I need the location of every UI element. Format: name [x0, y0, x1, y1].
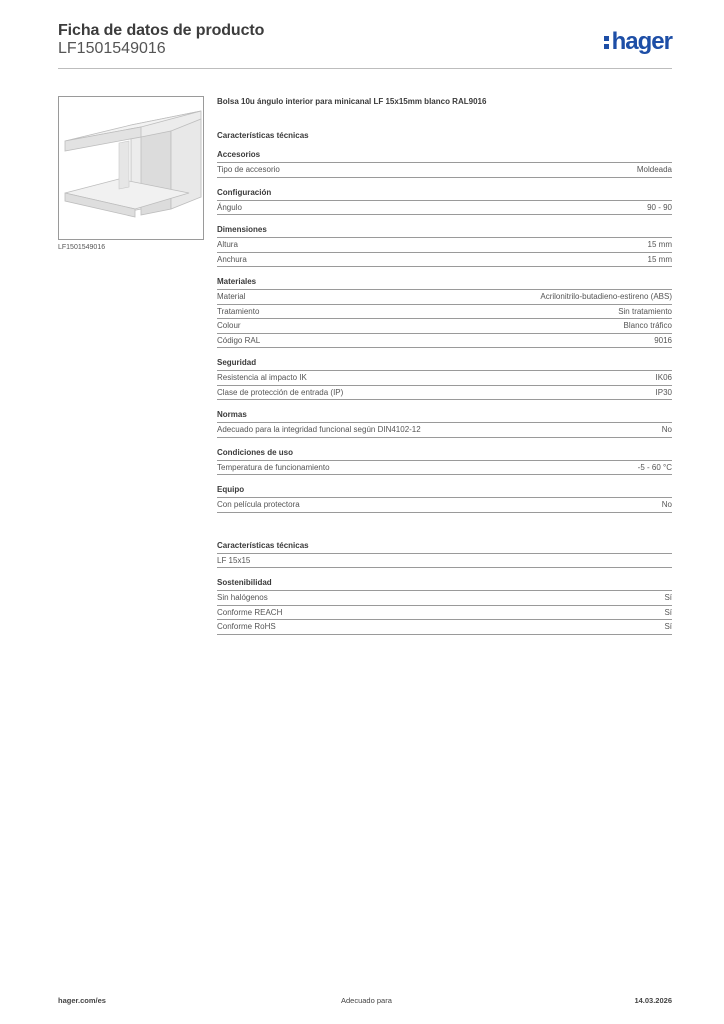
group-title: Seguridad	[217, 348, 672, 371]
spec-label: Material	[217, 292, 246, 301]
spec-row	[217, 334, 672, 349]
spec-row	[217, 201, 672, 216]
page-header	[58, 20, 672, 68]
spec-content	[217, 96, 672, 635]
group-title: Materiales	[217, 267, 672, 290]
corner-fitting-illustration	[59, 97, 203, 239]
spec-label: Ángulo	[217, 202, 242, 212]
header-divider	[58, 68, 672, 69]
hager-logo	[604, 28, 672, 56]
spec-value: Acrilonitrilo-butadieno-estireno (ABS)	[540, 292, 672, 301]
footer-date: 14.03.2026	[634, 996, 672, 1005]
product-code: LF1501549016	[58, 40, 166, 57]
spec-label: Altura	[217, 240, 238, 249]
spec-label: Código RAL	[217, 335, 261, 345]
spec-label: Sin halógenos	[217, 593, 268, 602]
spec-value: Sí	[664, 622, 672, 631]
spec-value: No	[661, 500, 672, 509]
group-title: Dimensiones	[217, 215, 672, 238]
product-image	[58, 96, 204, 240]
spec-groups	[217, 140, 672, 513]
product-description: Bolsa 10u ángulo interior para minicanal LF 15x15mm blanco RAL9016	[217, 97, 487, 106]
spec-row	[217, 163, 672, 178]
spec-row	[217, 253, 672, 268]
spec-row	[217, 371, 672, 386]
spec-value: -5 - 60 °C	[637, 462, 672, 472]
spec-value: Sí	[664, 593, 672, 602]
logo-colon-icon	[604, 34, 610, 50]
spec-value: Blanco tráfico	[623, 321, 672, 330]
group-title: Características técnicas	[217, 531, 672, 554]
page-title: Ficha de datos de producto	[58, 22, 265, 39]
footer-website: hager.com/es	[58, 996, 106, 1005]
spec-row	[217, 591, 672, 606]
spec-label: Anchura	[217, 254, 247, 264]
section-gap	[217, 513, 672, 531]
image-caption: LF1501549016	[58, 244, 106, 251]
spec-row	[217, 386, 672, 401]
spec-row	[217, 423, 672, 438]
spec-value: Sí	[664, 607, 672, 617]
spec-label: Temperatura de funcionamiento	[217, 462, 330, 472]
spec-label: Resistencia al impacto IK	[217, 373, 307, 382]
spec-row	[217, 606, 672, 621]
spec-row	[217, 461, 672, 476]
section-title-technical: Características técnicas	[217, 131, 309, 140]
spec-value: Sin tratamiento	[618, 306, 672, 316]
spec-row	[217, 319, 672, 334]
spec-label: Tratamiento	[217, 306, 260, 316]
spec-value: IK06	[655, 373, 672, 382]
footer-note: Adecuado para	[341, 996, 392, 1005]
spec-value: 90 - 90	[647, 202, 672, 212]
spec-value: 15 mm	[647, 240, 672, 249]
page-footer	[58, 996, 672, 1010]
spec-label: Conforme RoHS	[217, 622, 276, 631]
spec-row	[217, 290, 672, 305]
group-title: Configuración	[217, 178, 672, 201]
group-title: Equipo	[217, 475, 672, 498]
spec-value: 9016	[654, 335, 672, 345]
spec-row	[217, 620, 672, 635]
spec-label: Con película protectora	[217, 500, 300, 509]
spec-label: Tipo de accesorio	[217, 165, 280, 174]
spec-label: LF 15x15	[217, 555, 251, 565]
spec-value: IP30	[655, 387, 672, 397]
spec-row	[217, 305, 672, 320]
spec-label: Colour	[217, 321, 241, 330]
spec-value: Moldeada	[636, 165, 672, 174]
spec-label: Clase de protección de entrada (IP)	[217, 387, 344, 397]
group-title: Sostenibilidad	[217, 568, 672, 591]
spec-row	[217, 554, 672, 569]
extra-spec-groups	[217, 531, 672, 635]
spec-label: Conforme REACH	[217, 607, 283, 617]
spec-row	[217, 238, 672, 253]
spec-value: 15 mm	[647, 254, 672, 264]
logo-text: hager	[611, 28, 672, 55]
spec-row	[217, 498, 672, 513]
group-title: Accesorios	[217, 140, 672, 163]
group-title: Condiciones de uso	[217, 438, 672, 461]
spec-value: No	[661, 425, 672, 434]
spec-label: Adecuado para la integridad funcional según DIN4102-12	[217, 425, 421, 434]
group-title: Normas	[217, 400, 672, 423]
